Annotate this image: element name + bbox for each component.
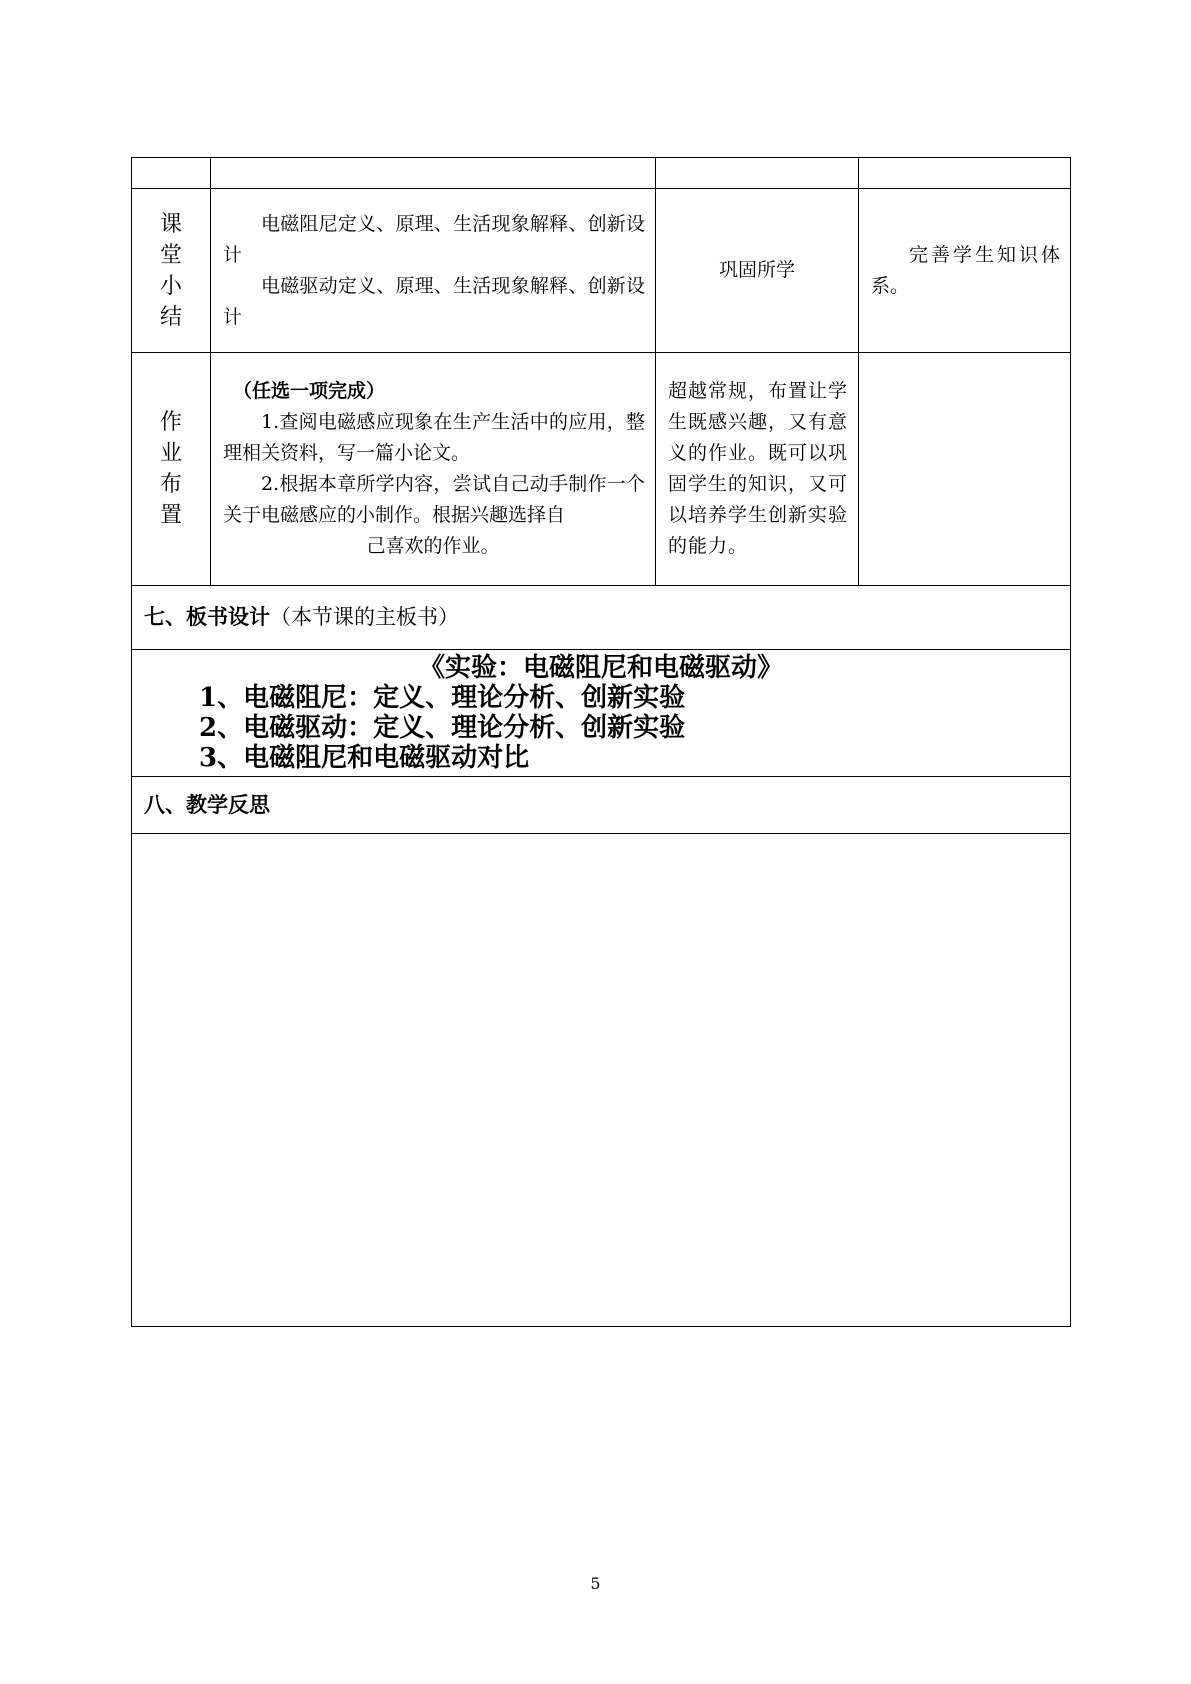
homework-item-2: 2.根据本章所学内容，尝试自己动手制作一个关于电磁感应的小制作。根据兴趣选择自 — [223, 473, 645, 526]
homework-content-cell — [211, 353, 656, 586]
summary-label: 课堂小结 — [159, 211, 182, 330]
section-8-heading: 八、教学反思 — [144, 792, 270, 817]
section-8-row — [132, 777, 1071, 834]
homework-item-2-tail: 己喜欢的作业。 — [366, 535, 500, 557]
homework-intent — [656, 376, 858, 562]
homework-intent-text: 超越常规，布置让学生既感兴趣，又有意义的作业。既可以巩固学生的知识，又可以培养学生创新实验 — [668, 380, 849, 526]
empty-cell — [132, 158, 211, 189]
homework-intent-cell — [656, 353, 859, 586]
summary-effect: 完善学生知识体系。 — [871, 243, 1060, 297]
section-7-heading — [132, 602, 1070, 633]
empty-row — [132, 158, 1071, 189]
section-7-cell — [132, 586, 1071, 650]
board-cell — [132, 650, 1071, 777]
homework-item-1: 1.查阅电磁感应现象在生产生活中的应用，整理相关资料，写一篇小论文。 — [223, 411, 645, 464]
board-row — [132, 650, 1071, 777]
reflection-area — [132, 834, 1071, 1327]
homework-effect-cell — [859, 353, 1071, 586]
board-item-1: 1、电磁阻尼：定义、理论分析、创新实验 — [199, 683, 686, 713]
summary-row — [132, 189, 1071, 353]
summary-content-cell — [211, 189, 656, 353]
summary-intent-cell — [656, 189, 859, 353]
summary-label-cell — [132, 189, 211, 353]
section-8-cell — [132, 777, 1071, 834]
homework-heading: （任选一项完成） — [233, 380, 386, 402]
summary-effect-cell — [859, 189, 1071, 353]
board-title: 《实验：电磁阻尼和电磁驱动》 — [418, 653, 783, 683]
homework-intent-tail: 的能力。 — [668, 535, 749, 557]
homework-label: 作业布置 — [159, 410, 182, 528]
page-number: 5 — [590, 1574, 601, 1593]
summary-line-2: 电磁驱动定义、原理、生活现象解释、创新设计 — [223, 274, 645, 328]
summary-line-1: 电磁阻尼定义、原理、生活现象解释、创新设计 — [223, 212, 645, 266]
board-item-2: 2、电磁驱动：定义、理论分析、创新实验 — [199, 713, 686, 743]
homework-label-cell — [132, 353, 211, 586]
empty-cell — [859, 158, 1071, 189]
board-item-3: 3、电磁阻尼和电磁驱动对比 — [199, 743, 530, 773]
homework-row — [132, 353, 1071, 586]
section-7-note: （本节课的主板书） — [270, 605, 459, 629]
summary-intent: 巩固所学 — [718, 259, 795, 281]
empty-cell — [656, 158, 859, 189]
empty-cell — [211, 158, 656, 189]
reflection-row — [132, 834, 1071, 1327]
lesson-plan-table — [131, 157, 1071, 1327]
section-7-row — [132, 586, 1071, 650]
section-7-title: 七、板书设计 — [144, 605, 270, 629]
